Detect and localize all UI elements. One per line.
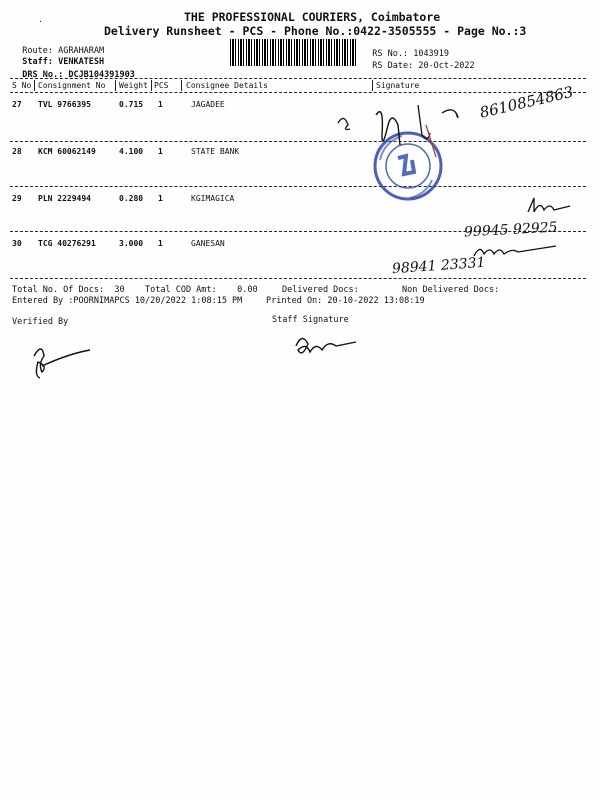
handwritten-phone: 98941 23331 bbox=[391, 254, 486, 278]
printed-on: Printed On: 20-10-2022 13:08:19 bbox=[266, 296, 425, 306]
row-consignment: TVL 9766395 bbox=[38, 100, 91, 109]
consignee-signature bbox=[524, 196, 574, 220]
row-sno: 30 bbox=[12, 239, 22, 248]
verified-by-label: Verified By bbox=[12, 317, 69, 327]
non-delivered-docs: Non Delivered Docs: bbox=[402, 285, 500, 295]
row-consignee: GANESAN bbox=[191, 239, 225, 248]
rs-date-line bbox=[362, 51, 475, 71]
column-header-signature: Signature bbox=[376, 81, 420, 90]
handwritten-phone: 8610854863 bbox=[477, 82, 576, 122]
speck: · bbox=[38, 17, 43, 26]
row-rule bbox=[10, 141, 586, 142]
column-header-sno: S No bbox=[12, 81, 32, 90]
column-divider bbox=[34, 80, 35, 91]
company-title: THE PROFESSIONAL COURIERS, Coimbatore bbox=[184, 10, 441, 24]
handwritten-phone: 99945 92925 bbox=[463, 219, 558, 241]
row-pcs: 1 bbox=[158, 147, 163, 156]
rs-no-value: 1043919 bbox=[413, 49, 450, 59]
table-top-rule bbox=[10, 78, 586, 79]
column-header-consignment: Consignment No bbox=[38, 81, 106, 90]
column-divider bbox=[372, 80, 373, 91]
barcode bbox=[230, 39, 356, 66]
row-weight: 0.715 bbox=[119, 100, 144, 109]
table-bottom-rule bbox=[10, 278, 586, 279]
staff-signature-label: Staff Signature bbox=[272, 315, 349, 325]
row-sno: 28 bbox=[12, 147, 22, 156]
row-weight: 4.100 bbox=[119, 147, 144, 156]
consignee-signature bbox=[330, 95, 460, 155]
rs-no-label: RS No.: bbox=[372, 49, 409, 59]
row-consignee: KGIMAGICA bbox=[191, 194, 235, 203]
entered-by: Entered By :POORNIMAPCS 10/20/2022 1:08:15 PM bbox=[12, 296, 243, 306]
route-value: AGRAHARAM bbox=[58, 46, 105, 56]
column-divider bbox=[181, 80, 182, 91]
row-rule bbox=[10, 186, 586, 187]
row-consignment: PLN 2229494 bbox=[38, 194, 91, 203]
route-label: Route: bbox=[22, 46, 53, 56]
row-weight: 3.000 bbox=[119, 239, 144, 248]
row-sno: 29 bbox=[12, 194, 22, 203]
verifier-signature bbox=[28, 342, 98, 382]
drs-line bbox=[12, 60, 135, 80]
row-consignment: KCM 60062149 bbox=[38, 147, 96, 156]
column-header-consignee: Consignee Details bbox=[186, 81, 268, 90]
staff-signature bbox=[292, 330, 362, 362]
column-divider bbox=[115, 80, 116, 91]
row-pcs: 1 bbox=[158, 100, 163, 109]
total-docs: Total No. Of Docs: 30 bbox=[12, 285, 125, 295]
runsheet-title: Delivery Runsheet - PCS - Phone No.:0422-3505555 - Page No.:3 bbox=[104, 24, 527, 38]
row-pcs: 1 bbox=[158, 194, 163, 203]
row-consignee: JAGADEE bbox=[191, 100, 225, 109]
drs-label: DRS No.: bbox=[22, 70, 64, 80]
rs-date-value: 20-Oct-2022 bbox=[418, 61, 475, 71]
column-divider bbox=[151, 80, 152, 91]
column-header-pcs: PCS bbox=[154, 81, 169, 90]
staff-value: VENKATESH bbox=[58, 57, 105, 67]
row-weight: 0.280 bbox=[119, 194, 144, 203]
drs-value: DCJB104391903 bbox=[68, 70, 135, 80]
row-sno: 27 bbox=[12, 100, 22, 109]
row-pcs: 1 bbox=[158, 239, 163, 248]
column-header-weight: Weight bbox=[119, 81, 148, 90]
table-header-rule bbox=[10, 92, 586, 93]
delivered-docs: Delivered Docs: bbox=[282, 285, 359, 295]
rs-date-label: RS Date: bbox=[372, 61, 414, 71]
row-consignee: STATE BANK bbox=[191, 147, 240, 156]
row-consignment: TCG 40276291 bbox=[38, 239, 96, 248]
total-cod: Total COD Amt: 0.00 bbox=[145, 285, 258, 295]
staff-label: Staff: bbox=[22, 57, 53, 67]
